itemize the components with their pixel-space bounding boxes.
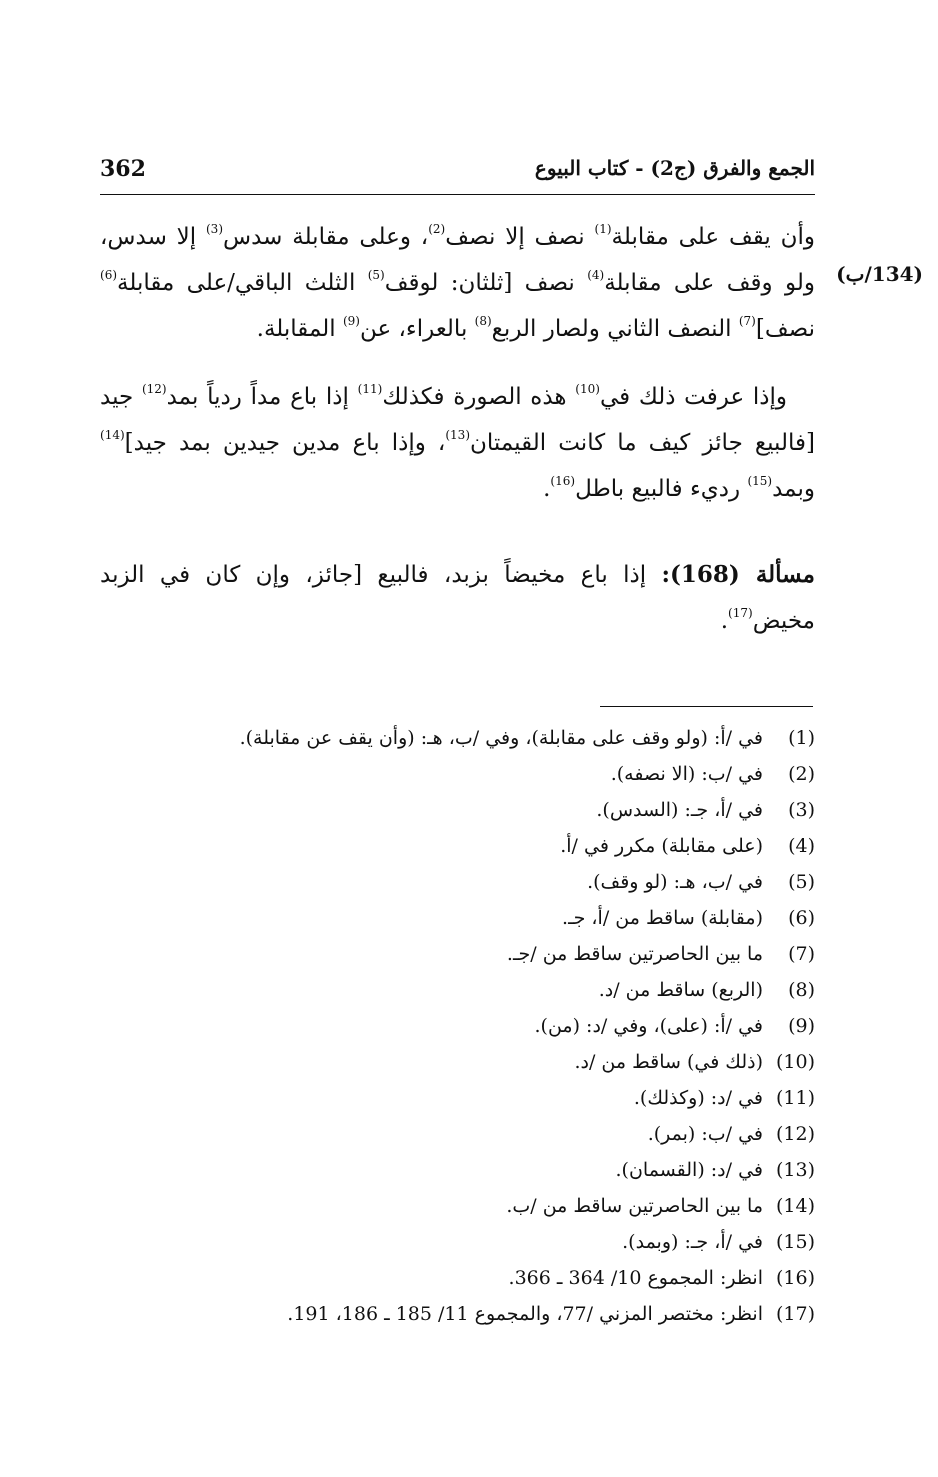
footnote-text: ما بين الحاصرتين ساقط من /ب. — [506, 1195, 763, 1217]
footnote-number: (10) — [775, 1051, 815, 1073]
text-segment: إذا باع مداً ردياً بمد — [166, 384, 358, 410]
footnote-ref: (17) — [728, 606, 753, 621]
footnote-ref: (1) — [594, 222, 612, 237]
footnote-ref: (2) — [428, 222, 446, 237]
footnote-ref: (7) — [738, 314, 756, 329]
footnotes — [100, 720, 815, 1332]
paragraph-2 — [100, 374, 815, 512]
text-segment: بالعراء، عن — [359, 316, 475, 342]
text-segment: نصف إلا نصف — [445, 224, 595, 250]
footnote-ref: (3) — [205, 222, 223, 237]
footnote-item — [100, 1080, 815, 1116]
text-segment: ، وعلى مقابلة سدس — [223, 224, 429, 250]
footnote-text: في /أ: (على)، وفي /د: (من). — [534, 1015, 763, 1037]
text-segment: نصف] — [755, 316, 815, 342]
footnote-text: (على مقابلة) مكرر في /أ. — [560, 835, 763, 857]
text-segment: وإذا عرفت ذلك في — [599, 384, 788, 410]
paragraph-3 — [100, 552, 815, 644]
footnote-item — [100, 1296, 815, 1332]
text-segment: المقابلة. — [256, 316, 343, 342]
footnote-ref: (15) — [747, 474, 773, 489]
footnote-text: ما بين الحاصرتين ساقط من /جـ. — [506, 943, 763, 965]
text-segment: . — [720, 608, 729, 634]
footnote-text: في /أ: (ولو وقف على مقابلة)، وفي /ب، هـ: (وأن يقف عن مقابلة). — [239, 727, 763, 749]
text-segment: إذا باع مخيضاً بزبد، فالبيع [جائز، وإن كان في الزبد مخيض — [100, 562, 815, 634]
page-number: 362 — [100, 156, 146, 182]
footnote-number: (6) — [788, 907, 815, 929]
footnote-ref: (16) — [550, 474, 576, 489]
footnote-text: في /ب: (بمر). — [647, 1123, 763, 1145]
footnote-text: في /أ، جـ: (السدس). — [596, 799, 763, 821]
footnote-item — [100, 720, 815, 756]
issue-label: مسألة (168): — [661, 561, 816, 588]
footnote-ref: (9) — [342, 314, 360, 329]
footnote-item — [100, 972, 815, 1008]
text-segment: نصف [ثلثان: لوقف — [384, 270, 588, 296]
footnote-number: (7) — [788, 943, 815, 965]
footnote-number: (15) — [775, 1231, 815, 1253]
footnote-ref: (10) — [575, 382, 600, 397]
footnote-number: (13) — [775, 1159, 815, 1181]
footnote-text: انظر: المجموع 10/ 364 ـ 366. — [508, 1267, 763, 1289]
footnote-item — [100, 1152, 815, 1188]
footnote-item — [100, 1188, 815, 1224]
footnote-ref: (13) — [445, 428, 470, 443]
footnote-text: في /أ، جـ: (وبمد). — [622, 1231, 763, 1253]
footnote-text: (ذلك في) ساقط من /د. — [574, 1051, 763, 1073]
footnote-item — [100, 1116, 815, 1152]
footnote-item — [100, 792, 815, 828]
footnote-item — [100, 1008, 815, 1044]
footnote-number: (1) — [788, 727, 815, 749]
footnote-item — [100, 1260, 815, 1296]
footnote-text: في /ب، هـ: (لو وقف). — [587, 871, 763, 893]
page-header — [100, 150, 815, 190]
footnote-item — [100, 756, 815, 792]
footnote-text: في /د: (وكذلك). — [633, 1087, 763, 1109]
footnote-item — [100, 900, 815, 936]
text-segment: . — [543, 476, 551, 502]
footnote-item — [100, 864, 815, 900]
text-segment: إلا سدس، ولو وقف على مقابلة — [100, 224, 815, 296]
text-segment: جيد [فالبيع جائز كيف ما كانت القيمتان — [100, 384, 815, 456]
footnote-item — [100, 828, 815, 864]
footnote-text: (الربع) ساقط من /د. — [598, 979, 763, 1001]
footnote-number: (11) — [775, 1087, 815, 1109]
footnote-number: (3) — [788, 799, 815, 821]
paragraph-1 — [100, 214, 815, 352]
footnote-text: في /ب: (الا نصفه). — [610, 763, 763, 785]
footnote-ref: (5) — [367, 268, 385, 283]
footnote-item — [100, 1044, 815, 1080]
footnote-number: (8) — [788, 979, 815, 1001]
footnote-ref: (8) — [474, 314, 492, 329]
footnote-number: (2) — [788, 763, 815, 785]
margin-note: (134/ب) — [836, 262, 923, 286]
footnote-text: في /د: (القسمان). — [615, 1159, 763, 1181]
text-segment: وأن يقف على مقابلة — [611, 224, 816, 250]
footnote-number: (9) — [788, 1015, 815, 1037]
footnote-number: (17) — [775, 1303, 815, 1325]
footnote-number: (16) — [775, 1267, 815, 1289]
footnotes-rule — [600, 706, 813, 707]
text-segment: وبمد — [772, 476, 815, 502]
text-segment: الثلث الباقي/على مقابلة — [117, 270, 368, 296]
text-segment: هذه الصورة فكذلك — [382, 384, 576, 410]
text-segment: رديء فالبيع باطل — [575, 476, 748, 502]
footnote-number: (5) — [788, 871, 815, 893]
header-rule — [100, 194, 815, 195]
running-head: الجمع والفرق (ج2) - كتاب البيوع — [534, 156, 815, 180]
footnote-ref: (6) — [100, 268, 118, 283]
footnote-ref: (11) — [357, 382, 383, 397]
footnote-number: (14) — [775, 1195, 815, 1217]
footnote-text: (مقابلة) ساقط من /أ، جـ. — [562, 907, 763, 929]
footnote-item — [100, 1224, 815, 1260]
footnote-number: (12) — [775, 1123, 815, 1145]
footnote-number: (4) — [788, 835, 815, 857]
text-segment: النصف الثاني ولصار الربع — [491, 316, 739, 342]
footnote-ref: (12) — [141, 382, 167, 397]
footnote-item — [100, 936, 815, 972]
footnote-ref: (4) — [587, 268, 605, 283]
footnote-ref: (14) — [100, 428, 125, 443]
footnote-text: انظر: مختصر المزني /77، والمجموع 11/ 185 ـ 186، 191. — [287, 1303, 763, 1325]
text-segment: ، وإذا باع مدين جيدين بمد جيد] — [124, 430, 446, 456]
